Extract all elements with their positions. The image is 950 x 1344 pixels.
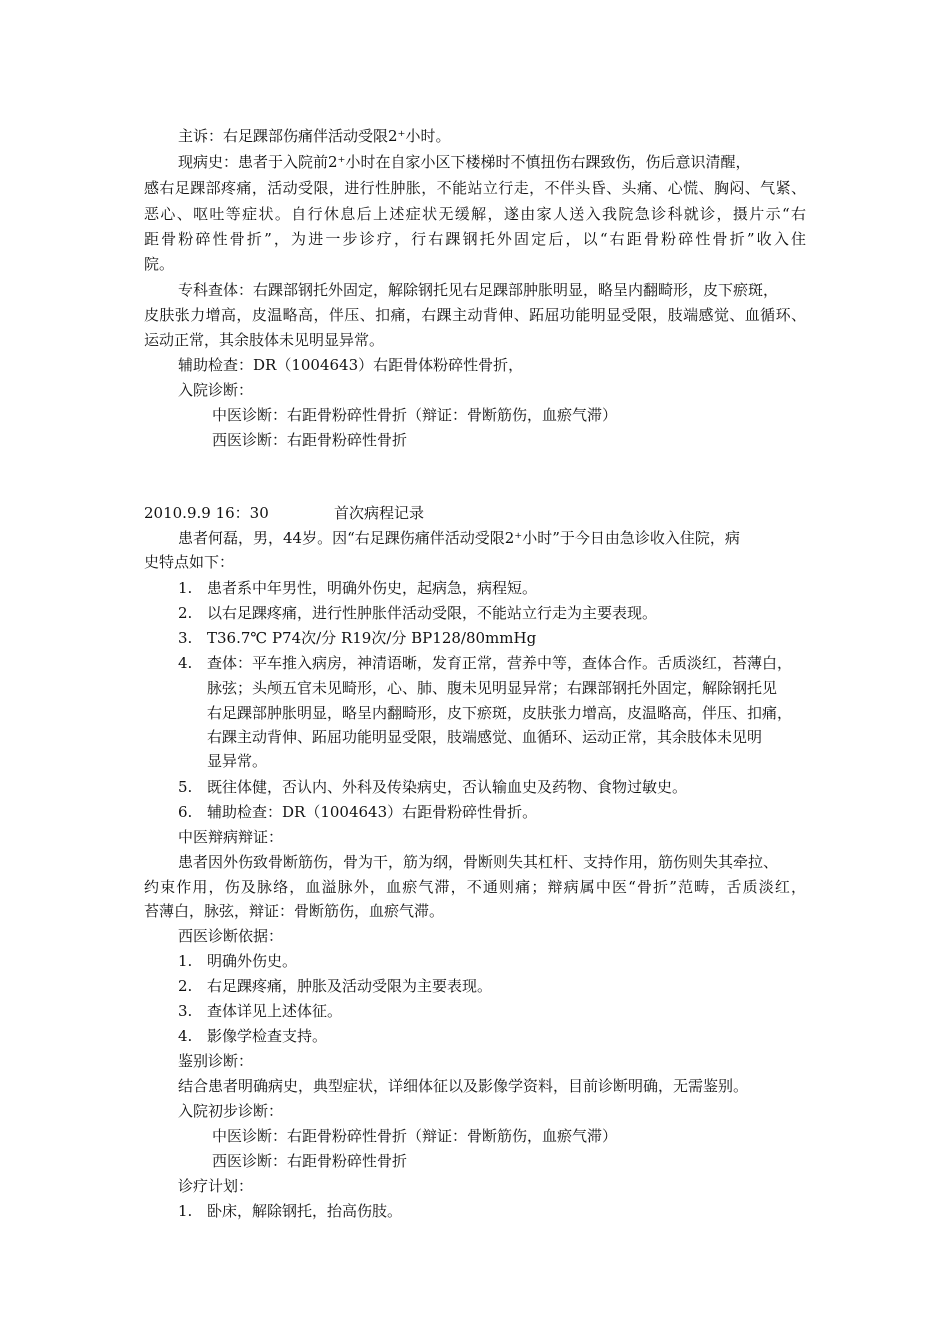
history-line-1: 现病史：患者于入院前2⁺小时在自家小区下楼梯时不慎扭伤右踝致伤，伤后意识清醒， (178, 153, 751, 171)
plan-text: 卧床，解除钢托，抬高伤肢。 (207, 1202, 403, 1220)
feature-text: 辅助检查：DR（1004643）右距骨粉碎性骨折。 (207, 803, 538, 821)
tcm-diagnosis: 中医诊断：右距骨粉碎性骨折（辩证：骨断筋伤，血瘀气滞） (212, 1127, 618, 1145)
chief-complaint: 主诉：右足踝部伤痛伴活动受限2⁺小时。 (178, 127, 451, 145)
exam-line-2: 皮肤张力增高，皮温略高，伴压、扣痛，右踝主动背伸、跖屈功能明显受限，肢端感觉、血循环、 (144, 306, 806, 324)
basis-number: 2. (178, 977, 193, 995)
record-title: 首次病程记录 (334, 504, 425, 522)
feature-text: 既往体健，否认内、外科及传染病史，否认输血史及药物、食物过敏史。 (207, 778, 688, 796)
wm-diagnosis: 西医诊断：右距骨粉碎性骨折 (212, 431, 408, 449)
diff-heading: 鉴别诊断： (178, 1052, 254, 1070)
history-line-3: 恶心、呕吐等症状。自行休息后上述症状无缓解，遂由家人送入我院急诊科就诊，摄片示“右 (144, 205, 806, 223)
intro-line-2: 史特点如下： (144, 553, 235, 571)
tcm-text-line-2: 约束作用，伤及脉络，血溢脉外，血瘀气滞，不通则痛；辩病属中医“骨折”范畴，舌质淡红， (144, 878, 806, 896)
feature-number: 4. (178, 654, 193, 672)
tcm-text-line-3: 苔薄白，脉弦，辩证：骨断筋伤，血瘀气滞。 (144, 902, 445, 920)
feature-number: 6. (178, 803, 193, 821)
exam-detail-line-5: 显异常。 (207, 752, 268, 770)
intro-line-1: 患者何磊，男，44岁。因“右足踝伤痛伴活动受限2⁺小时”于今日由急诊收入住院，病 (178, 529, 740, 547)
history-line-2: 感右足踝部疼痛，活动受限，进行性肿胀，不能站立行走，不伴头昏、头痛、心慌、胸闷、气紧、 (144, 179, 806, 197)
tcm-text-line-1: 患者因外伤致骨断筋伤，骨为干，筋为纲，骨断则失其杠杆、支持作用，筋伤则失其牵拉、 (178, 853, 779, 871)
admission-diagnosis-heading: 入院诊断： (178, 381, 254, 399)
exam-detail-line-4: 右踝主动背伸、跖屈功能明显受限，肢端感觉、血循环、运动正常，其余肢体未见明 (207, 728, 763, 746)
feature-number: 2. (178, 604, 193, 622)
feature-number: 1. (178, 579, 193, 597)
basis-text: 影像学检查支持。 (207, 1027, 328, 1045)
basis-number: 1. (178, 952, 193, 970)
vital-signs: T36.7℃ P74次/分 R19次/分 BP128/80mmHg (207, 629, 537, 647)
exam-detail-line-2: 脉弦；头颅五官未见畸形，心、肺、腹未见明显异常；右踝部钢托外固定，解除钢托见 (207, 679, 778, 697)
exam-detail-line-1: 查体：平车推入病房，神清语晰，发育正常，营养中等，查体合作。舌质淡红，苔薄白， (207, 654, 793, 672)
diff-text: 结合患者明确病史，典型症状，详细体征以及影像学资料，目前诊断明确，无需鉴别。 (178, 1077, 749, 1095)
exam-line-3: 运动正常，其余肢体未见明显异常。 (144, 331, 385, 349)
exam-detail-line-3: 右足踝部肿胀明显，略呈内翻畸形，皮下瘀斑，皮肤张力增高，皮温略高，伴压、扣痛， (207, 704, 793, 722)
tcm-heading: 中医辩病辩证： (178, 828, 284, 846)
feature-number: 5. (178, 778, 193, 796)
feature-text: 以右足踝疼痛，进行性肿胀伴活动受限，不能站立行走为主要表现。 (207, 604, 658, 622)
plan-number: 1. (178, 1202, 193, 1220)
basis-text: 查体详见上述体征。 (207, 1002, 343, 1020)
exam-line-1: 专科查体：右踝部钢托外固定，解除钢托见右足踝部肿胀明显，略呈内翻畸形，皮下瘀斑， (178, 281, 779, 299)
initial-diagnosis-heading: 入院初步诊断： (178, 1102, 284, 1120)
tcm-diagnosis: 中医诊断：右距骨粉碎性骨折（辩证：骨断筋伤，血瘀气滞） (212, 406, 618, 424)
feature-number: 3. (178, 629, 193, 647)
record-datetime: 2010.9.9 16：30 (144, 504, 269, 522)
basis-text: 右足踝疼痛，肿胀及活动受限为主要表现。 (207, 977, 493, 995)
basis-number: 3. (178, 1002, 193, 1020)
basis-text: 明确外伤史。 (207, 952, 298, 970)
history-line-4: 距骨粉碎性骨折”，为进一步诊疗，行右踝钢托外固定后，以“右距骨粉碎性骨折”收入住 (144, 230, 806, 248)
wm-basis-heading: 西医诊断依据： (178, 927, 284, 945)
plan-heading: 诊疗计划： (178, 1177, 254, 1195)
feature-text: 患者系中年男性，明确外伤史，起病急，病程短。 (207, 579, 538, 597)
history-line-5: 院。 (144, 255, 175, 273)
wm-diagnosis: 西医诊断：右距骨粉碎性骨折 (212, 1152, 408, 1170)
basis-number: 4. (178, 1027, 193, 1045)
aux-exam: 辅助检查：DR（1004643）右距骨体粉碎性骨折， (178, 356, 524, 374)
